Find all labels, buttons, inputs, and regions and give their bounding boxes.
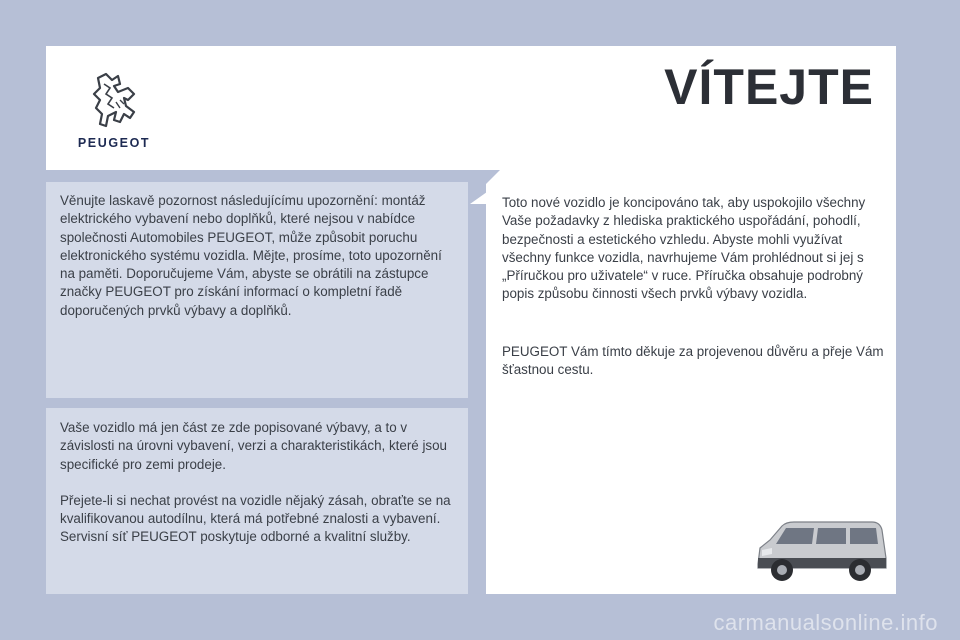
- thanks-text: PEUGEOT Vám tímto děkuje za projevenou důvěru a přeje Vám šťastnou cestu.: [502, 344, 884, 378]
- car-image: [752, 518, 892, 584]
- brand-name: PEUGEOT: [77, 136, 151, 150]
- service-text: Přejete-li si nechat provést na vozidle nějaký zásah, obraťte se na kvalifikovanou autodílnu, která má potřebné znalosti a vybavení. Servisní síť PEUGEOT poskytuje odborné a kvalitní služby.: [60, 492, 451, 545]
- notice-text: Věnujte laskavě pozornost následujícímu upozornění: montáž elektrického vybavení nebo doplňků, které nejsou v nabídce společnosti Automobiles PEUGEOT, může způsobit poruchu elektronického systému vozidla. Mějte, prosíme, toto upozornění na paměti. Doporučujeme Vám, abyste se obrátili na zástupce značky PEUGEOT pro získání informací o kompletní řadě doporučených prvků výbavy a doplňků.: [60, 193, 442, 318]
- notice-box: [46, 182, 468, 398]
- equipment-box: [46, 408, 468, 594]
- page-title: VÍTEJTE: [664, 59, 874, 115]
- watermark: carmanualsonline.info: [713, 610, 938, 635]
- equipment-text: Vaše vozidlo má jen část ze zde popisované výbavy, a to v závislosti na úrovni vybavení, verzi a charakteristikách, které jsou specifické pro zemi prodeje.: [60, 420, 448, 472]
- peugeot-lion-icon: [84, 72, 144, 132]
- intro-text: Toto nové vozidlo je koncipováno tak, aby uspokojilo všechny Vaše požadavky z hlediska praktického uspořádání, pohodlí, bezpečnosti a estetického vzhledu. Abyste mohli využívat všechny funkce vozidla, navrhujeme Vám prohlédnout si jej s „Příručkou pro uživatele“ v ruce. Příručka obsahuje podrobný popis způsobu činnosti všech prvků výbavy vozidla.: [502, 195, 866, 302]
- brand-logo: [62, 72, 166, 154]
